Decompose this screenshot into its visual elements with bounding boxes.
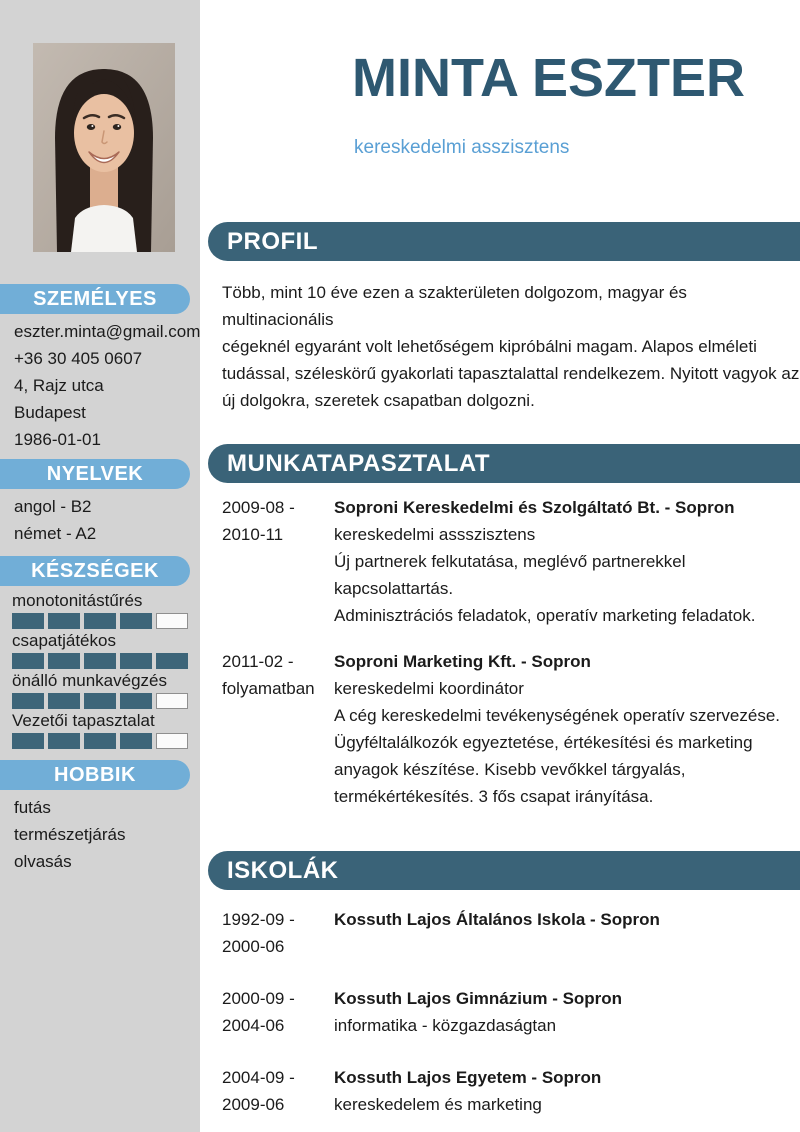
skill-level-square	[48, 693, 80, 709]
hobby-item: természetjárás	[14, 825, 126, 844]
skill-label: monotonitástűrés	[12, 591, 143, 610]
skill-level-square	[48, 733, 80, 749]
job-role: kereskedelmi koordinátor	[334, 678, 524, 698]
experience-entries	[208, 494, 800, 810]
date-to: 2000-06	[222, 936, 285, 956]
section-title-hobbies: HOBBIK	[0, 760, 190, 790]
school-name: Kossuth Lajos Gimnázium - Sopron	[334, 988, 623, 1008]
skill-level-square	[12, 613, 44, 629]
skill-level-square	[120, 733, 152, 749]
sidebar	[0, 0, 200, 1132]
entry-details	[334, 906, 800, 960]
date-from: 2004-09 -	[222, 1067, 295, 1087]
section-title-experience: MUNKATAPASZTALAT	[208, 444, 800, 483]
entry-details	[334, 648, 800, 810]
skill-label: csapatjátékos	[12, 631, 116, 650]
skill-level-square	[84, 733, 116, 749]
date-from: 2000-09 -	[222, 988, 295, 1008]
skill-level-square	[12, 653, 44, 669]
page-title: MINTA ESZTER	[352, 48, 745, 108]
experience-entry	[222, 648, 800, 810]
date-from: 2009-08 -	[222, 497, 295, 517]
hobby-item: olvasás	[14, 852, 72, 871]
skill-level-square	[48, 613, 80, 629]
profile-text: Több, mint 10 éve ezen a szakterületen dolgozom, magyar és multinacionális cégeknél egyaránt volt lehetőségem kipróbálni magam. Alapos elméleti tudással, széleskörű gyakorlati tapasztalattal rendelkezem. Nyitott vagyok az új dolgokra, szeretek csapatban dolgozni.	[222, 282, 800, 410]
job-description: A cég kereskedelmi tevékenységének operatív szervezése. Ügyféltalálkozók egyeztetése, értékesítési és marketing anyagok készítése. Kisebb vevőkkel tárgyalás, termékértékesítés. 3 fős csapat irányítása.	[334, 705, 781, 806]
field-of-study: informatika - közgazdaságtan	[334, 1015, 557, 1035]
skill-item	[12, 591, 200, 629]
language-item: német - A2	[14, 524, 97, 543]
skill-level-square	[12, 733, 44, 749]
main-content	[208, 0, 800, 1132]
language-item: angol - B2	[14, 497, 92, 516]
skill-level-bar	[12, 733, 200, 749]
entry-details	[334, 1064, 800, 1118]
skill-level-bar	[12, 653, 200, 669]
skill-label: önálló munkavégzés	[12, 671, 167, 690]
company-name: Soproni Marketing Kft. - Sopron	[334, 651, 591, 671]
experience-entry	[222, 494, 800, 629]
languages-list	[0, 493, 200, 547]
skill-item	[12, 671, 200, 709]
personal-list	[0, 318, 200, 453]
education-entry	[222, 1064, 800, 1118]
date-from: 1992-09 -	[222, 909, 295, 929]
entry-dates	[222, 1064, 334, 1118]
skills-list	[0, 591, 200, 749]
date-to: folyamatban	[222, 678, 315, 698]
entry-details	[334, 985, 800, 1039]
skill-level-square	[156, 613, 188, 629]
skill-level-square	[48, 653, 80, 669]
skill-level-square	[84, 693, 116, 709]
personal-street: 4, Rajz utca	[14, 376, 104, 395]
skill-level-square	[12, 693, 44, 709]
education-entries	[208, 906, 800, 1118]
date-to: 2009-06	[222, 1094, 285, 1114]
skill-label: Vezetői tapasztalat	[12, 711, 155, 730]
entry-dates	[222, 648, 334, 810]
date-from: 2011-02 -	[222, 651, 294, 671]
skill-level-bar	[12, 613, 200, 629]
skill-level-bar	[12, 693, 200, 709]
skill-item	[12, 711, 200, 749]
entry-dates	[222, 906, 334, 960]
company-name: Soproni Kereskedelmi és Szolgáltató Bt. - Sopron	[334, 497, 735, 517]
job-subtitle: kereskedelmi asszisztens	[354, 136, 570, 158]
skill-level-square	[120, 693, 152, 709]
skill-item	[12, 631, 200, 669]
skill-level-square	[120, 613, 152, 629]
skill-level-square	[84, 613, 116, 629]
section-title-profile: PROFIL	[208, 222, 800, 261]
skill-level-square	[156, 653, 188, 669]
skill-level-square	[156, 733, 188, 749]
hobby-item: futás	[14, 798, 51, 817]
personal-birthdate: 1986-01-01	[14, 430, 101, 449]
section-title-personal: SZEMÉLYES	[0, 284, 190, 314]
personal-phone: +36 30 405 0607	[14, 349, 143, 368]
education-entry	[222, 906, 800, 960]
job-role: kereskedelmi assszisztens	[334, 524, 536, 544]
entry-details	[334, 494, 800, 629]
portrait-illustration	[33, 43, 175, 252]
section-title-skills: KÉSZSÉGEK	[0, 556, 190, 586]
skill-level-square	[84, 653, 116, 669]
field-of-study: kereskedelem és marketing	[334, 1094, 542, 1114]
section-title-education: ISKOLÁK	[208, 851, 800, 890]
skill-level-square	[156, 693, 188, 709]
skill-level-square	[120, 653, 152, 669]
profile-photo	[33, 43, 175, 252]
job-description: Új partnerek felkutatása, meglévő partnerekkel kapcsolattartás. Adminisztrációs feladatok, operatív marketing feladatok.	[334, 551, 756, 625]
personal-email: eszter.minta@gmail.com	[14, 322, 201, 341]
personal-city: Budapest	[14, 403, 86, 422]
education-entry	[222, 985, 800, 1039]
entry-dates	[222, 494, 334, 629]
date-to: 2010-11	[222, 524, 284, 544]
entry-dates	[222, 985, 334, 1039]
school-name: Kossuth Lajos Egyetem - Sopron	[334, 1067, 602, 1087]
section-title-languages: NYELVEK	[0, 459, 190, 489]
date-to: 2004-06	[222, 1015, 285, 1035]
school-name: Kossuth Lajos Általános Iskola - Sopron	[334, 909, 660, 929]
hobbies-list	[0, 794, 200, 875]
